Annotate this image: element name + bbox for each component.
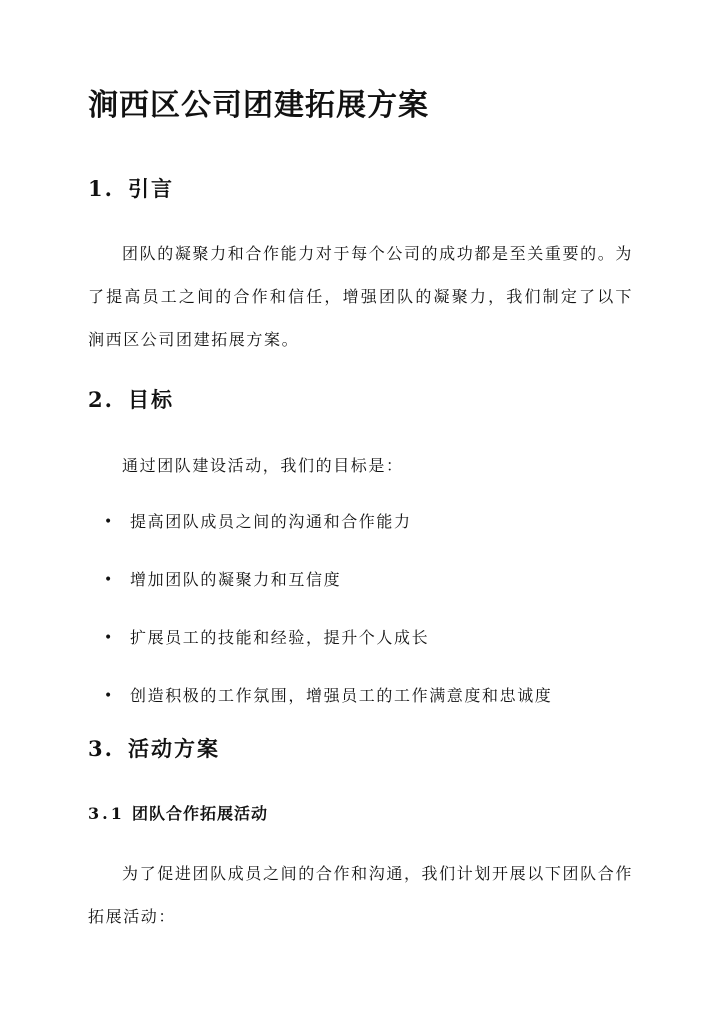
section-number: 2. xyxy=(88,387,114,412)
list-item xyxy=(104,623,552,681)
introduction-paragraph: 团队的凝聚力和合作能力对于每个公司的成功都是至关重要的。为了提高员工之间的合作和信任，增强团队的凝聚力，我们制定了以下涧西区公司团建拓展方案。 xyxy=(88,244,633,349)
section-title: 引言 xyxy=(128,176,174,201)
subsection-heading-team-activities xyxy=(88,802,268,826)
section-heading-activity-plan xyxy=(88,734,220,764)
section-heading-introduction xyxy=(88,174,174,204)
section-title: 活动方案 xyxy=(128,736,220,761)
section-number: 1. xyxy=(88,176,114,201)
goal-text: 增加团队的凝聚力和互信度 xyxy=(130,570,342,589)
subsection-number: 3.1 xyxy=(88,804,125,823)
section-number: 3. xyxy=(88,736,114,761)
goals-list xyxy=(104,507,552,739)
goal-text: 扩展员工的技能和经验，提升个人成长 xyxy=(130,628,430,647)
bullet-icon: • xyxy=(104,630,114,646)
subsection-title: 团队合作拓展活动 xyxy=(132,804,269,823)
bullet-icon: • xyxy=(104,572,114,588)
goals-intro: 通过团队建设活动，我们的目标是： xyxy=(122,456,404,475)
goal-text: 提高团队成员之间的沟通和合作能力 xyxy=(130,512,412,531)
bullet-icon: • xyxy=(104,688,114,704)
list-item xyxy=(104,507,552,565)
document-title: 涧西区公司团建拓展方案 xyxy=(88,88,429,123)
section-title: 目标 xyxy=(128,387,174,412)
section-heading-goals xyxy=(88,385,174,415)
list-item xyxy=(104,565,552,623)
bullet-icon: • xyxy=(104,514,114,530)
team-activities-paragraph: 为了促进团队成员之间的合作和沟通，我们计划开展以下团队合作拓展活动： xyxy=(88,864,633,926)
list-item xyxy=(104,681,552,739)
goal-text: 创造积极的工作氛围，增强员工的工作满意度和忠诚度 xyxy=(130,686,553,705)
